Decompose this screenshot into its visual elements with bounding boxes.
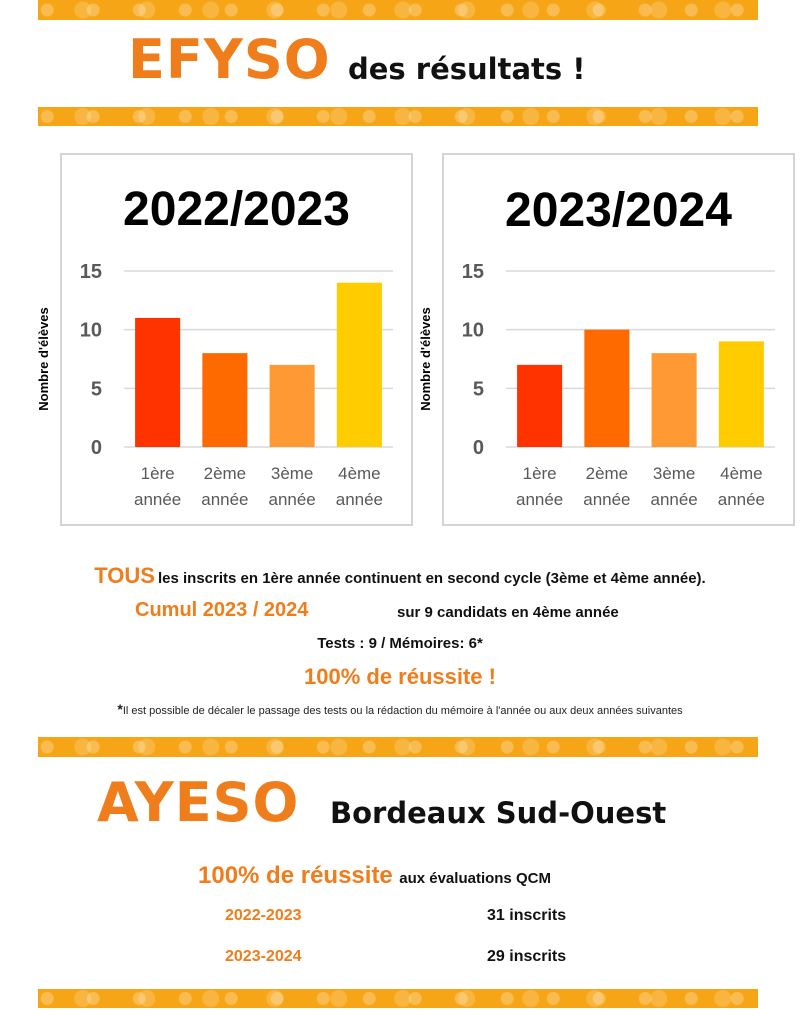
bar	[719, 341, 764, 447]
x-tick-label: 4ème	[720, 464, 763, 483]
bottom-band	[38, 989, 758, 1008]
x-tick-label: année	[201, 490, 249, 509]
y-tick-label: 0	[472, 437, 484, 459]
top-band	[38, 0, 758, 20]
x-tick-label: 4ème	[338, 464, 381, 483]
ayeso-title: AYESO	[97, 771, 300, 834]
candidats-text: sur 9 candidats en 4ème année	[397, 604, 619, 621]
chart-panel-2022	[36, 153, 413, 526]
chart-panel-2023	[418, 153, 795, 526]
bar	[584, 330, 629, 447]
y-tick-label: 15	[461, 261, 484, 283]
ayeso-subtitle: Bordeaux Sud-Ouest	[330, 796, 667, 830]
tests-line: Tests : 9 / Mémoires: 6*	[317, 635, 483, 652]
bar	[135, 318, 180, 447]
footnote	[0, 701, 800, 717]
ayeso-reussite-small: aux évaluations QCM	[399, 870, 551, 887]
x-tick-label: 3ème	[270, 464, 314, 483]
x-tick-label: 2ème	[203, 464, 247, 483]
y-tick-label: 5	[472, 378, 484, 401]
chart-2022	[36, 155, 411, 524]
x-tick-label: année	[335, 490, 384, 509]
chart-title-2023: 2023/2024	[505, 184, 732, 237]
y-tick-label: 5	[90, 378, 102, 401]
x-tick-label: 3ème	[652, 464, 696, 483]
ayeso-row-count: 31 inscrits	[487, 907, 567, 924]
x-tick-label: année	[133, 490, 182, 509]
bar	[517, 365, 562, 447]
cumul-label: Cumul 2023 / 2024	[135, 599, 309, 621]
x-tick-label: année	[650, 490, 698, 509]
footnote-text: Il est possible de décaler le passage des tests ou la rédaction du mémoire à l'année ou aux deux années suivantes	[122, 705, 683, 717]
ayeso-reussite-big: 100% de réussite	[198, 862, 393, 889]
y-tick-label: 10	[461, 319, 484, 342]
efyso-title: EFYSO	[128, 28, 331, 91]
y-axis-label: Nombre d'élèves	[36, 307, 51, 411]
chart-title-2022: 2022/2023	[123, 183, 350, 236]
x-tick-label: 1ère	[522, 464, 557, 483]
tous-text: les inscrits en 1ère année continuent en second cycle (3ème et 4ème année).	[157, 570, 706, 587]
y-tick-label: 10	[79, 319, 102, 342]
x-tick-label: 1ère	[140, 464, 175, 483]
x-tick-label: année	[515, 490, 564, 509]
reussite-line: 100% de réussite !	[304, 664, 496, 689]
bar	[202, 353, 247, 447]
middle-band	[38, 737, 758, 757]
chart-2023	[418, 155, 793, 524]
ayeso-row-count: 29 inscrits	[487, 948, 567, 965]
bar	[337, 283, 382, 447]
ayeso-reussite-line	[198, 862, 551, 890]
y-tick-label: 15	[79, 261, 102, 283]
ayeso-row-year: 2022-2023	[225, 907, 302, 924]
efyso-subtitle: des résultats !	[348, 52, 586, 86]
x-tick-label: 2ème	[585, 464, 629, 483]
footnote-star: *	[117, 701, 123, 717]
y-tick-label: 0	[90, 437, 102, 459]
y-axis-label: Nombre d'élèves	[418, 307, 433, 411]
bar	[270, 365, 315, 447]
bar	[652, 353, 697, 447]
x-tick-label: année	[717, 490, 766, 509]
tous-word: TOUS	[94, 563, 155, 588]
tous-line	[0, 563, 800, 589]
x-tick-label: année	[583, 490, 631, 509]
header-band	[38, 107, 758, 126]
ayeso-row-year: 2023-2024	[225, 948, 302, 965]
x-tick-label: année	[268, 490, 316, 509]
